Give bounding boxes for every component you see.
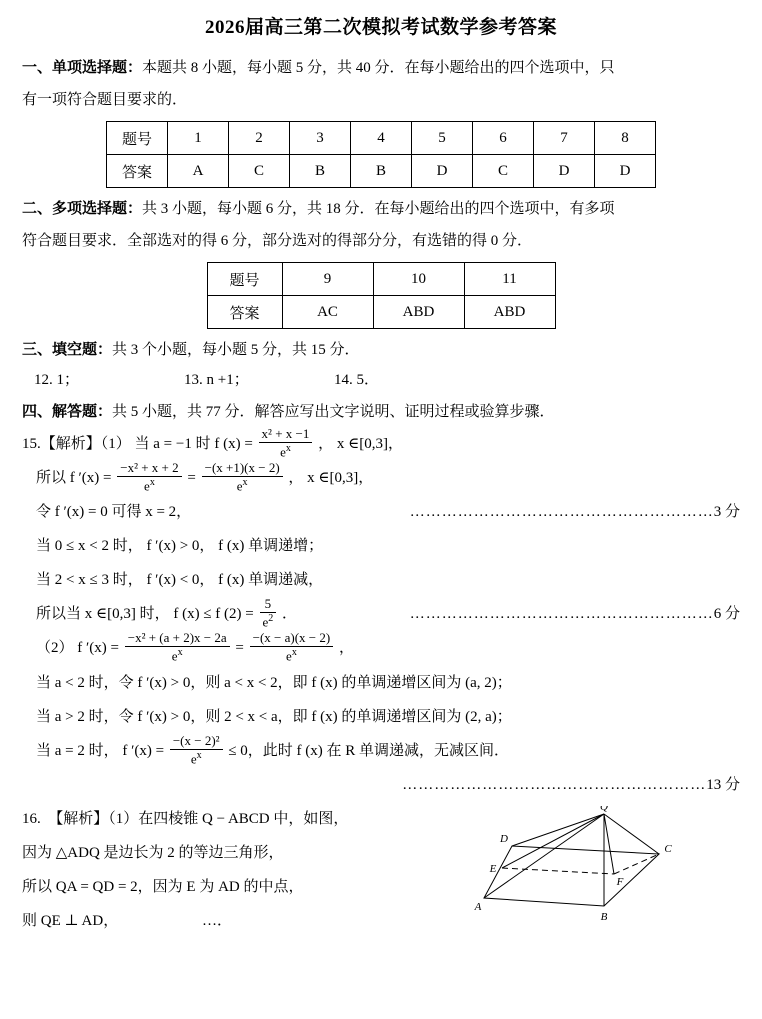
row-label: 题号	[107, 122, 168, 155]
q15-line1	[22, 427, 740, 461]
q15-total-score: …………………………………………………13 分	[402, 776, 740, 793]
q15-line7	[22, 631, 740, 665]
q15-label: 15.【解析】（1）	[22, 436, 131, 452]
table-cell: ABD	[464, 296, 555, 329]
table-cell: B	[351, 155, 412, 188]
table-row	[107, 122, 656, 155]
blank-item	[34, 365, 184, 395]
q16-line1: 16. 【解析】（1）在四棱锥 Q − ABCD 中，如图，	[22, 810, 349, 827]
q15-line9: 当 a > 2 时，令 f ′(x) > 0，则 2 < x < a，即 f (x) 的单调递增区间为 (2, a)；	[36, 708, 512, 725]
table-cell: C	[229, 155, 290, 188]
fraction-numerator: x² + x −1	[261, 425, 310, 441]
q16-text	[22, 802, 452, 938]
figure-label-F: F	[616, 875, 624, 888]
equals-sign: =	[235, 640, 244, 657]
q15-line6	[22, 597, 740, 631]
fraction-numerator: −x² + x + 2	[120, 460, 179, 476]
section2-answer-table	[207, 262, 556, 329]
table-cell: D	[534, 155, 595, 188]
figure-label-A: A	[474, 900, 482, 913]
blank-no: 13.	[184, 372, 203, 388]
table-cell: D	[412, 155, 473, 188]
q15-score-line	[22, 768, 740, 802]
section2-heading-line2: 符合题目要求．全部选对的得 6 分，部分选对的得部分分，有选错的得 0 分．	[22, 233, 533, 249]
fraction	[170, 734, 223, 767]
fraction-numerator: −x² + (a + 2)x − 2a	[127, 630, 227, 646]
q16-dots: …．	[201, 912, 232, 929]
section3-heading	[22, 335, 740, 365]
table-cell: A	[168, 155, 229, 188]
section1-heading	[22, 53, 740, 83]
q15-line2-pre: 所以 f ′(x) =	[36, 470, 112, 487]
blank-val: 1；	[56, 372, 80, 388]
section1-answer-table	[106, 121, 656, 188]
figure-label-Q: Q	[600, 805, 608, 813]
fraction	[250, 631, 334, 664]
figure-label-D: D	[500, 832, 508, 845]
blank-item	[334, 365, 379, 395]
q15-line7-pre: （2） f ′(x) =	[36, 640, 119, 657]
table-cell: 8	[595, 122, 656, 155]
table-row	[207, 296, 555, 329]
q15-line1-a: 当 a = −1 时 f (x) =	[134, 436, 253, 452]
table-cell: 3	[290, 122, 351, 155]
q15-line3-score: …………………………………………………3 分	[409, 504, 740, 521]
q15-line5: 当 2 < x ≤ 3 时， f ′(x) < 0， f (x) 单调递减，	[36, 572, 324, 589]
row-label: 题号	[207, 263, 282, 296]
q15-line6-text: 所以当 x ∈[0,3] 时， f (x) ≤ f (2) = $\frac{5}{e^2}$ ．	[36, 596, 298, 630]
blank-val: 5．	[356, 372, 380, 388]
fraction-denominator: $e^x$	[202, 476, 283, 494]
section1-heading-line2: 有一项符合题目要求的．	[22, 92, 188, 108]
q15-line10-tail: ≤ 0，此时 f (x) 在 R 单调递减，无减区间．	[228, 742, 510, 759]
row-label: 答案	[207, 296, 282, 329]
section3-heading-bold: 三、填空题：	[22, 342, 113, 358]
table-cell: C	[473, 155, 534, 188]
table-cell: 1	[168, 122, 229, 155]
fraction-numerator: −(x − a)(x − 2)	[252, 630, 331, 646]
table-cell: ABD	[373, 296, 464, 329]
section1-heading-bold: 一、单项选择题：	[22, 60, 143, 76]
fraction-denominator: $e^x$	[117, 476, 181, 494]
table-cell: B	[290, 155, 351, 188]
figure-label-E: E	[489, 862, 497, 875]
blank-item	[184, 365, 334, 395]
q15-line10-pre: 当 a = 2 时， f ′(x) =	[36, 742, 165, 759]
blank-no: 12.	[34, 372, 53, 388]
section2-heading	[22, 194, 740, 224]
fraction	[260, 597, 277, 630]
table-cell: AC	[282, 296, 373, 329]
blank-val: n +1；	[206, 372, 249, 388]
fraction-denominator: $e^x$	[125, 646, 230, 664]
fill-blank-answers	[22, 365, 740, 395]
pyramid-diagram-svg	[454, 806, 704, 926]
q15-line3	[22, 495, 740, 529]
q16-line2: 因为 △ADQ 是边长为 2 的等边三角形，	[22, 844, 284, 861]
fraction	[259, 427, 313, 460]
q16-line4: 则 QE ⊥ AD， …．	[22, 912, 232, 929]
q15-line7-tail: ，	[338, 640, 354, 657]
q16-block	[22, 802, 740, 938]
section3-heading-rest: 共 3 个小题，每小题 5 分，共 15 分．	[112, 342, 360, 358]
q15-line4: 当 0 ≤ x < 2 时， f ′(x) > 0， f (x) 单调递增；	[36, 538, 324, 555]
section4-heading	[22, 397, 740, 427]
section2-heading-bold: 二、多项选择题：	[22, 201, 143, 217]
figure-label-B: B	[600, 910, 608, 923]
table-row	[207, 263, 555, 296]
q15-line8: 当 a < 2 时，令 f ′(x) > 0，则 a < x < 2，即 f (x) 的单调递增区间为 (a, 2)；	[36, 674, 512, 691]
section1-heading-rest: 本题共 8 小题，每小题 5 分，共 40 分．在每小题给出的四个选项中，只	[142, 60, 615, 76]
q15-line3-text: 令 f ′(x) = 0 可得 x = 2，	[36, 504, 192, 521]
figure-label-C: C	[664, 842, 672, 855]
fraction-numerator: −(x − 2)²	[172, 732, 220, 748]
section4-heading-bold: 四、解答题：	[22, 404, 113, 420]
pyramid-figure	[454, 806, 704, 926]
page-title: 2026届高三第二次模拟考试数学参考答案	[204, 17, 557, 38]
table-cell: D	[595, 155, 656, 188]
equals-sign: =	[187, 470, 196, 487]
fraction-numerator: −(x +1)(x − 2)	[204, 460, 280, 476]
row-label: 答案	[107, 155, 168, 188]
q15-line10	[22, 734, 740, 768]
q15-line2	[22, 461, 740, 495]
q16-line3: 所以 QA = QD = 2，因为 E 为 AD 的中点，	[22, 878, 304, 895]
table-row	[107, 155, 656, 188]
fraction-denominator: $e^x$	[259, 442, 313, 460]
table-cell: 11	[464, 263, 555, 296]
q15-line6-score: …………………………………………………6 分	[409, 606, 740, 623]
table-cell: 4	[351, 122, 412, 155]
q15-line1-tail: ， x ∈[0,3]，	[318, 436, 403, 452]
table-cell: 6	[473, 122, 534, 155]
fraction	[117, 461, 181, 494]
q15-line2-tail: ， x ∈[0,3]，	[288, 470, 374, 487]
fraction-denominator: $e^2$	[260, 612, 277, 630]
table-cell: 5	[412, 122, 473, 155]
blank-no: 14.	[334, 372, 353, 388]
fraction-denominator: $e^x$	[170, 749, 223, 767]
fraction	[125, 631, 230, 664]
table-cell: 9	[282, 263, 373, 296]
section4-heading-rest: 共 5 小题，共 77 分．解答应写出文字说明、证明过程或验算步骤．	[112, 404, 555, 420]
table-cell: 10	[373, 263, 464, 296]
table-cell: 7	[534, 122, 595, 155]
section2-heading-rest: 共 3 小题，每小题 6 分，共 18 分．在每小题给出的四个选项中，有多项	[142, 201, 615, 217]
fraction	[202, 461, 283, 494]
fraction-numerator: 5	[264, 596, 272, 612]
table-cell: 2	[229, 122, 290, 155]
fraction-denominator: $e^x$	[250, 646, 334, 664]
